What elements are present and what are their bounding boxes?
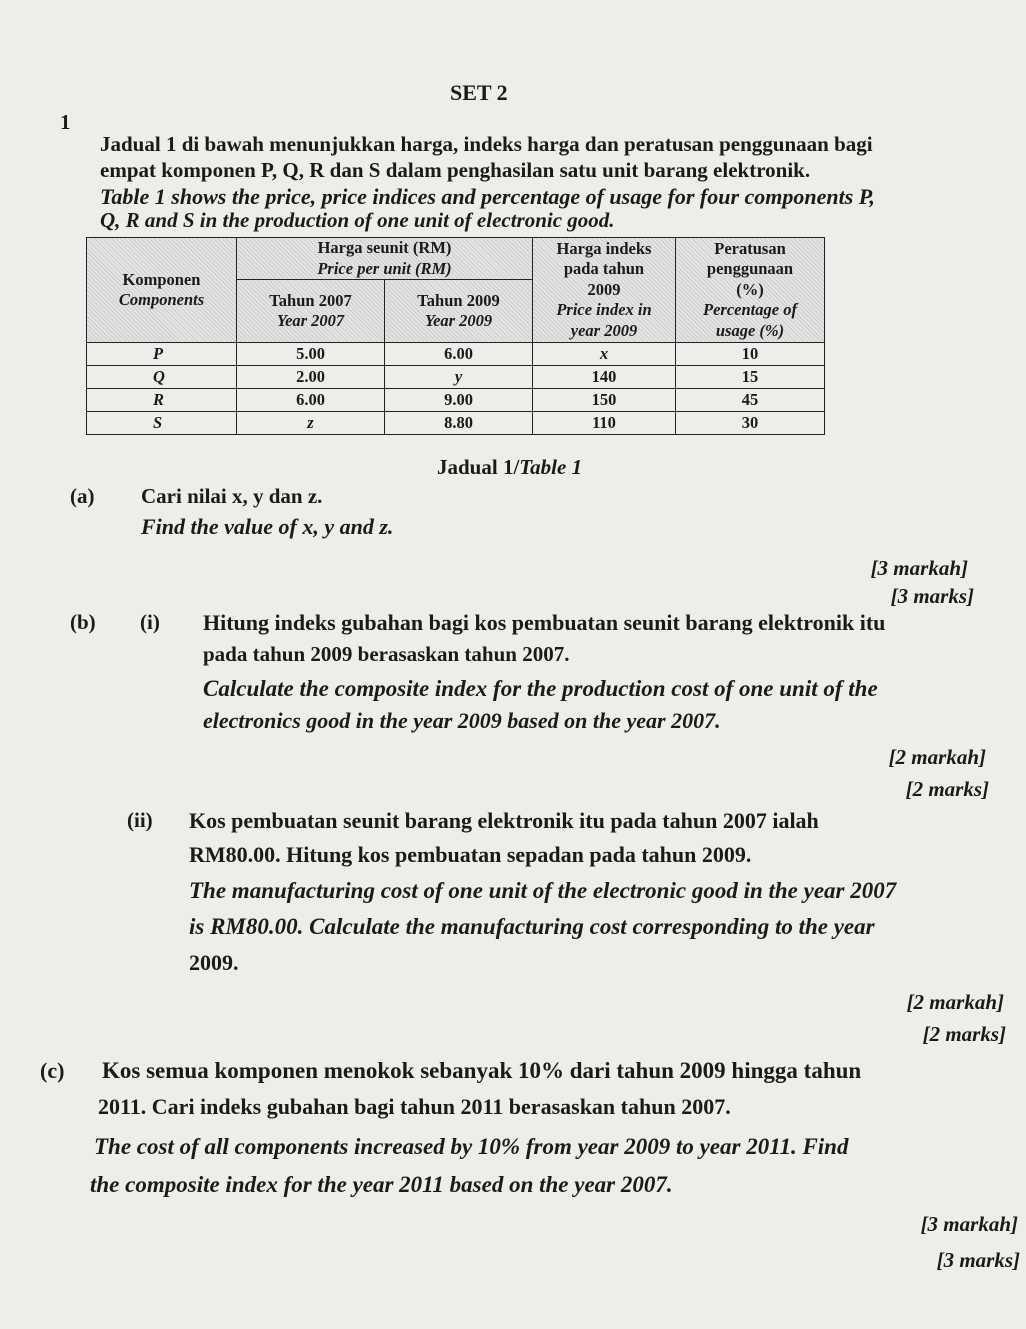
header-component: Komponen Components xyxy=(87,238,237,343)
set-heading: SET 2 xyxy=(450,80,508,105)
header-price-index: Harga indeks pada tahun 2009 Price index in year 2009 xyxy=(533,238,676,343)
part-b-i-text-en-1: Calculate the composite index for the production cost of one unit of the xyxy=(203,676,878,701)
part-a-text-ms: Cari nilai x, y dan z. xyxy=(141,484,323,508)
intro-en-line-1: Table 1 shows the price, price indices and percentage of usage for four components P, xyxy=(100,184,875,209)
part-a-text-en: Find the value of x, y and z. xyxy=(141,514,394,539)
price-2009-cell: 8.80 xyxy=(385,412,533,435)
percentage-cell: 45 xyxy=(676,389,825,412)
part-b-i-text-ms-1: Hitung indeks gubahan bagi kos pembuatan seunit barang elektronik itu xyxy=(203,610,886,635)
part-b-ii-text-en-3: 2009. xyxy=(189,950,239,975)
part-c-text-en-1: The cost of all components increased by 10% from year 2009 to year 2011. Find xyxy=(94,1134,849,1159)
part-b-i-label: (i) xyxy=(140,610,160,634)
part-b-ii-text-ms-1: Kos pembuatan seunit barang elektronik itu pada tahun 2007 ialah xyxy=(189,808,819,833)
part-b-i-text-en-2: electronics good in the year 2009 based on the year 2007. xyxy=(203,708,721,733)
table-caption: Jadual 1/Table 1 xyxy=(437,455,583,479)
header-percentage: Peratusan penggunaan (%) Percentage of usage (%) xyxy=(676,238,825,343)
index-cell: 110 xyxy=(533,412,676,435)
intro-ms-line-1: Jadual 1 di bawah menunjukkan harga, indeks harga dan peratusan penggunaan bagi xyxy=(100,132,873,156)
percentage-cell: 10 xyxy=(676,343,825,366)
price-2007-cell: z xyxy=(237,412,385,435)
table-row xyxy=(87,343,825,366)
data-table xyxy=(86,237,825,435)
header-year-2007: Tahun 2007 Year 2007 xyxy=(237,280,385,343)
index-cell: x xyxy=(533,343,676,366)
part-a-marks-ms: [3 markah] xyxy=(870,556,968,580)
price-2007-cell: 6.00 xyxy=(237,389,385,412)
part-c-label: (c) xyxy=(40,1058,65,1083)
component-cell: P xyxy=(87,343,237,366)
part-b-i-text-ms-2: pada tahun 2009 berasaskan tahun 2007. xyxy=(203,642,570,666)
table-row xyxy=(87,366,825,389)
part-b-ii-text-en-1: The manufacturing cost of one unit of the electronic good in the year 2007 xyxy=(189,878,897,903)
table-row xyxy=(87,412,825,435)
part-b-ii-label: (ii) xyxy=(127,808,153,832)
intro-ms-line-2: empat komponen P, Q, R dan S dalam penghasilan satu unit barang elektronik. xyxy=(100,158,811,182)
part-b-i-marks-ms: [2 markah] xyxy=(888,745,986,769)
price-2007-cell: 5.00 xyxy=(237,343,385,366)
intro-en-line-2: Q, R and S in the production of one unit of electronic good. xyxy=(100,208,615,232)
part-b-ii-marks-en: [2 marks] xyxy=(922,1022,1006,1046)
header-year-2009: Tahun 2009 Year 2009 xyxy=(385,280,533,343)
percentage-cell: 30 xyxy=(676,412,825,435)
component-cell: S xyxy=(87,412,237,435)
part-b-label: (b) xyxy=(70,610,96,634)
part-c-text-en-2: the composite index for the year 2011 based on the year 2007. xyxy=(90,1172,673,1197)
index-cell: 140 xyxy=(533,366,676,389)
part-a-label: (a) xyxy=(70,484,95,508)
part-c-text-ms-1: Kos semua komponen menokok sebanyak 10% dari tahun 2009 hingga tahun xyxy=(102,1058,862,1083)
part-c-marks-ms: [3 markah] xyxy=(920,1212,1018,1236)
part-b-ii-marks-ms: [2 markah] xyxy=(906,990,1004,1014)
part-b-ii-text-ms-2: RM80.00. Hitung kos pembuatan sepadan pada tahun 2009. xyxy=(189,842,752,867)
question-number: 1 xyxy=(60,110,71,134)
part-b-ii-text-en-2: is RM80.00. Calculate the manufacturing cost corresponding to the year xyxy=(189,914,875,939)
part-c-marks-en: [3 marks] xyxy=(936,1248,1020,1272)
price-2009-cell: 6.00 xyxy=(385,343,533,366)
price-2009-cell: y xyxy=(385,366,533,389)
component-cell: R xyxy=(87,389,237,412)
header-price: Harga seunit (RM) Price per unit (RM) xyxy=(237,238,533,280)
table-row xyxy=(87,389,825,412)
component-cell: Q xyxy=(87,366,237,389)
price-2007-cell: 2.00 xyxy=(237,366,385,389)
index-cell: 150 xyxy=(533,389,676,412)
price-2009-cell: 9.00 xyxy=(385,389,533,412)
part-a-marks-en: [3 marks] xyxy=(890,584,974,608)
table-header-row-1 xyxy=(87,238,825,280)
part-c-text-ms-2: 2011. Cari indeks gubahan bagi tahun 2011 berasaskan tahun 2007. xyxy=(98,1094,731,1119)
percentage-cell: 15 xyxy=(676,366,825,389)
part-b-i-marks-en: [2 marks] xyxy=(905,777,989,801)
